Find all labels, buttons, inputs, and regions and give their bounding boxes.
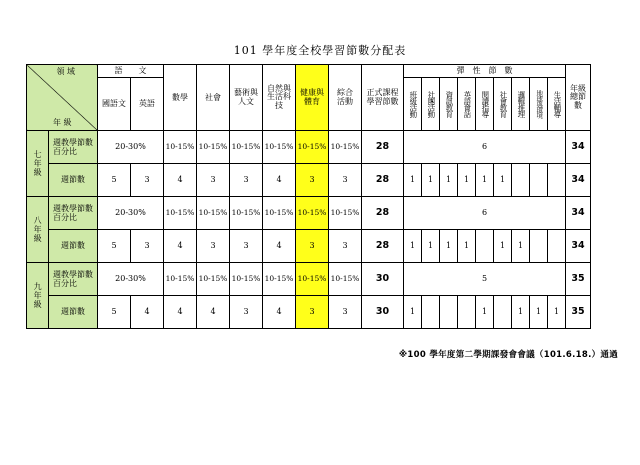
flex-value: 1 — [494, 164, 512, 197]
flex-value — [530, 164, 548, 197]
pct-domain: 10-15% — [263, 131, 296, 164]
grade-name — [27, 263, 49, 329]
hours-value: 3 — [230, 296, 263, 329]
hours-value: 3 — [131, 230, 164, 263]
hours-value: 5 — [98, 164, 131, 197]
row-label-weekly-hours: 週節數 — [49, 164, 98, 197]
approval-footnote: ※100 學年度第二學期課發會會議（101.6.18.）通過 — [398, 350, 618, 360]
corner-header — [27, 65, 98, 131]
pct-flexible: 6 — [404, 131, 566, 164]
flex-value — [494, 296, 512, 329]
row-label-text: 週教學節數百分比 — [53, 269, 93, 288]
flex-col-label: 英語會話 — [462, 91, 472, 117]
flex-value: 1 — [422, 164, 440, 197]
flex-value: 1 — [530, 296, 548, 329]
pct-domain: 10-15% — [164, 197, 197, 230]
pct-domain: 10-15% — [164, 263, 197, 296]
corner-grade-label: 年 級 — [53, 117, 72, 127]
pct-domain: 10-15% — [329, 197, 362, 230]
hours-value: 4 — [164, 164, 197, 197]
header-flexible: 彈 性 節 數 — [404, 65, 566, 78]
flex-value: 1 — [476, 296, 494, 329]
hours-table — [26, 64, 591, 329]
flex-col-1 — [422, 78, 440, 131]
pct-domain: 10-15% — [164, 131, 197, 164]
flex-value — [548, 164, 566, 197]
header-integrative — [329, 65, 362, 131]
flex-col-label: 閱讀指導 — [480, 91, 490, 117]
row-label-weekly-hours: 週節數 — [49, 296, 98, 329]
pct-domain: 10-15% — [296, 131, 329, 164]
hours-value: 5 — [98, 230, 131, 263]
flex-col-5 — [494, 78, 512, 131]
pct-domain: 10-15% — [296, 263, 329, 296]
hours-total: 34 — [566, 230, 591, 263]
hours-value: 3 — [230, 164, 263, 197]
header-social: 社會 — [197, 65, 230, 131]
header-mandarin: 國語文 — [98, 78, 131, 131]
header-math: 數學 — [164, 65, 197, 131]
flex-value — [440, 296, 458, 329]
header-arts-label: 藝術與人文 — [234, 88, 258, 106]
pct-domain: 10-15% — [230, 131, 263, 164]
pct-domain: 10-15% — [230, 197, 263, 230]
flex-value: 1 — [512, 230, 530, 263]
hours-total: 35 — [566, 296, 591, 329]
header-total — [566, 65, 591, 131]
header-total-label: 年級總節數 — [570, 83, 586, 110]
flex-col-label: 社會教育 — [498, 91, 508, 117]
hours-formal: 28 — [362, 230, 404, 263]
grade-name-label: 七年級 — [33, 150, 43, 177]
hours-value: 3 — [230, 230, 263, 263]
pct-language: 20-30% — [98, 197, 164, 230]
flex-value: 1 — [548, 296, 566, 329]
pct-flexible: 5 — [404, 263, 566, 296]
flex-col-label: 班級活動 — [408, 91, 418, 117]
header-science-label: 自然與生活科技 — [267, 83, 291, 110]
hours-value: 3 — [296, 296, 329, 329]
flex-col-3 — [458, 78, 476, 131]
flex-col-2 — [440, 78, 458, 131]
pct-total: 34 — [566, 131, 591, 164]
hours-value: 3 — [329, 164, 362, 197]
pct-formal: 30 — [362, 263, 404, 296]
flex-value: 1 — [458, 230, 476, 263]
flex-col-label: 邏輯推理 — [516, 91, 526, 117]
flex-col-label: 資訊教育 — [444, 91, 454, 117]
pct-domain: 10-15% — [230, 263, 263, 296]
row-label-text: 週教學節數百分比 — [53, 137, 93, 156]
row-label-percentage — [49, 131, 98, 164]
hours-value: 4 — [164, 230, 197, 263]
flex-col-label: 地球與環境 — [535, 90, 544, 118]
row-label-weekly-hours: 週節數 — [49, 230, 98, 263]
pct-domain: 10-15% — [197, 197, 230, 230]
flex-value — [512, 164, 530, 197]
header-arts — [230, 65, 263, 131]
flex-value: 1 — [404, 296, 422, 329]
hours-formal: 28 — [362, 164, 404, 197]
pct-domain: 10-15% — [329, 131, 362, 164]
grade-name — [27, 131, 49, 197]
grade-name-label: 八年級 — [33, 216, 43, 243]
pct-flexible: 6 — [404, 197, 566, 230]
flex-value: 1 — [422, 230, 440, 263]
hours-value: 3 — [296, 230, 329, 263]
pct-domain: 10-15% — [296, 197, 329, 230]
flex-value — [458, 296, 476, 329]
header-health-label: 健康與體育 — [300, 88, 324, 106]
header-health — [296, 65, 329, 131]
hours-value: 4 — [131, 296, 164, 329]
flex-col-8 — [548, 78, 566, 131]
flex-value: 1 — [512, 296, 530, 329]
hours-value: 3 — [131, 164, 164, 197]
hours-value: 5 — [98, 296, 131, 329]
flex-value: 1 — [404, 230, 422, 263]
corner-domain-label: 領 域 — [56, 67, 75, 76]
flex-value: 1 — [440, 230, 458, 263]
hours-value: 3 — [197, 230, 230, 263]
hours-value: 4 — [263, 164, 296, 197]
flex-col-7 — [530, 78, 548, 131]
header-science — [263, 65, 296, 131]
pct-formal: 28 — [362, 131, 404, 164]
hours-value: 4 — [263, 296, 296, 329]
pct-total: 35 — [566, 263, 591, 296]
flex-value — [476, 230, 494, 263]
pct-formal: 28 — [362, 197, 404, 230]
pct-language: 20-30% — [98, 263, 164, 296]
pct-domain: 10-15% — [263, 197, 296, 230]
row-label-percentage — [49, 263, 98, 296]
flex-col-4 — [476, 78, 494, 131]
flex-col-0 — [404, 78, 422, 131]
row-label-percentage — [49, 197, 98, 230]
hours-value: 3 — [329, 230, 362, 263]
hours-value: 4 — [197, 296, 230, 329]
flex-value — [530, 230, 548, 263]
hours-value: 3 — [329, 296, 362, 329]
header-formal-hours — [362, 65, 404, 131]
hours-value: 3 — [197, 164, 230, 197]
header-integrative-label: 綜合活動 — [337, 88, 353, 106]
flex-col-label: 生活輔導 — [552, 91, 562, 117]
flex-value: 1 — [476, 164, 494, 197]
hours-value: 3 — [296, 164, 329, 197]
flex-col-label: 社團活動 — [426, 91, 436, 117]
flex-value: 1 — [494, 230, 512, 263]
pct-domain: 10-15% — [197, 131, 230, 164]
page-title: 101 學年度全校學習節數分配表 — [233, 44, 407, 57]
row-label-text: 週教學節數百分比 — [53, 203, 93, 222]
flex-value — [548, 230, 566, 263]
pct-domain: 10-15% — [263, 263, 296, 296]
hours-formal: 30 — [362, 296, 404, 329]
flex-value — [422, 296, 440, 329]
flex-value: 1 — [404, 164, 422, 197]
header-formal-hours-label: 正式課程學習節數 — [366, 88, 399, 106]
grade-name — [27, 197, 49, 263]
header-language: 語 文 — [98, 65, 164, 78]
flex-value: 1 — [458, 164, 476, 197]
grade-name-label: 九年級 — [33, 282, 43, 309]
hours-value: 4 — [263, 230, 296, 263]
flex-col-6 — [512, 78, 530, 131]
pct-domain: 10-15% — [329, 263, 362, 296]
pct-total: 34 — [566, 197, 591, 230]
pct-language: 20-30% — [98, 131, 164, 164]
hours-value: 4 — [164, 296, 197, 329]
pct-domain: 10-15% — [197, 263, 230, 296]
flex-value: 1 — [440, 164, 458, 197]
header-english: 英語 — [131, 78, 164, 131]
hours-total: 34 — [566, 164, 591, 197]
